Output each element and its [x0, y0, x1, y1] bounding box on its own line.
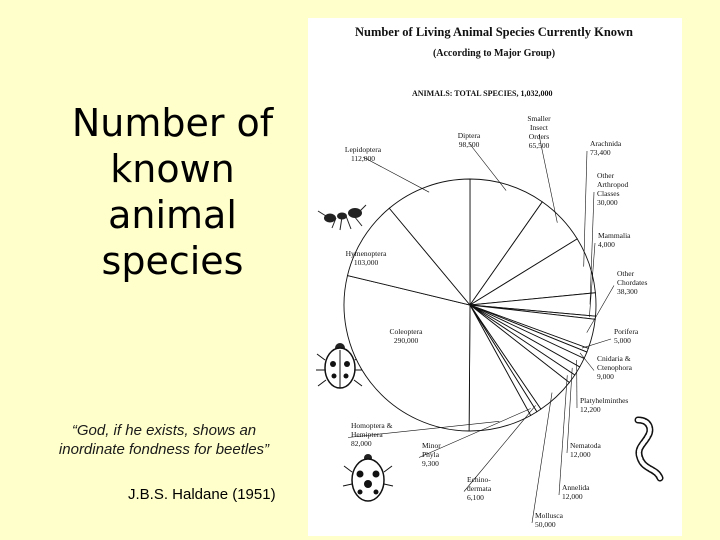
leader-line: [584, 151, 587, 267]
slice-label-line: Nematoda: [570, 441, 601, 450]
slide-title: [40, 100, 305, 284]
slice-label: [562, 483, 590, 501]
quote-line: inordinate fondness for beetles”: [58, 441, 270, 458]
slice-label-line: 5,000: [614, 336, 631, 345]
quote-line: “God, if he exists, shows an: [71, 422, 257, 439]
slice-label-line: Platyhelminthes: [580, 396, 629, 405]
haldane-quote: [14, 421, 314, 459]
slice-label-line: Other: [597, 171, 615, 180]
slice-label-line: 38,300: [617, 287, 638, 296]
slice-label-line: 12,200: [580, 405, 601, 414]
slice-label-line: Hymenoptera: [345, 249, 387, 258]
slice-label: [458, 131, 481, 149]
slice-label-line: Insect: [530, 123, 548, 132]
slide-title-line: species: [101, 239, 244, 283]
worm-illustration: [638, 420, 660, 478]
slice-label-line: Porifera: [614, 327, 639, 336]
slice-label-line: 73,400: [590, 148, 611, 157]
slice-label: [527, 114, 551, 150]
slice-label-line: 82,000: [351, 439, 372, 448]
slice-label: [617, 269, 647, 296]
slice-label: [570, 441, 601, 459]
slice-label-line: Coleoptera: [389, 327, 423, 336]
slide-title-line: known: [110, 147, 235, 191]
slice-label-line: Classes: [597, 189, 620, 198]
slice-label-line: Ctenophora: [597, 363, 632, 372]
slice-label-line: Chordates: [617, 278, 648, 287]
slice-label-line: 290,000: [393, 336, 419, 345]
chart-title: Number of Living Animal Species Currently Known: [354, 25, 634, 39]
slice-label-line: Lepidoptera: [344, 145, 382, 154]
slice-label: [614, 327, 639, 345]
slice-label-line: 12,000: [570, 450, 591, 459]
slide-title-line: Number of: [71, 101, 274, 145]
slice-label-line: Homoptera &: [351, 421, 393, 430]
slice-label: [580, 396, 628, 414]
slice-label-line: Hemiptera: [351, 430, 383, 439]
slice-label-line: 50,000: [535, 520, 556, 529]
slice-label-line: 12,000: [562, 492, 583, 501]
slice-label-line: Smaller: [527, 114, 551, 123]
slice-label-line: Annelida: [562, 483, 590, 492]
slice-label-line: 6,100: [467, 493, 484, 502]
slice-label: [590, 139, 622, 157]
slice-label: [597, 171, 628, 207]
slice-label-line: 4,000: [598, 240, 615, 249]
chart-subtitle: (According to Major Group): [432, 48, 556, 59]
slice-label: [390, 327, 424, 345]
slice-label-line: Diptera: [457, 131, 481, 140]
slice-label-line: 9,000: [597, 372, 614, 381]
slice-label-line: 65,500: [528, 141, 550, 150]
pie-slices: [344, 179, 596, 431]
slice-label: [422, 441, 441, 468]
slice-label-line: 103,000: [353, 258, 379, 267]
slice-label: [345, 145, 382, 163]
slice-label-line: 9,300: [422, 459, 439, 468]
slice-label-line: Phyla: [422, 450, 440, 459]
slice-label: [597, 354, 633, 381]
slice-label-line: Mammalia: [598, 231, 631, 240]
slice-label: [351, 421, 393, 448]
slice-label-line: Echino-: [467, 475, 491, 484]
slice-label: [467, 475, 492, 502]
slice-label: [535, 511, 564, 529]
pie-chart: [308, 18, 682, 536]
slice-label-line: Orders: [528, 132, 550, 141]
slice-label-line: Arachnida: [590, 139, 622, 148]
slice-label-line: Arthropod: [597, 180, 629, 189]
quote-attribution: J.B.S. Haldane (1951): [128, 486, 276, 503]
slice-label-line: 112,000: [350, 154, 376, 163]
slice-label: [598, 231, 631, 249]
bug-illustration: [343, 454, 393, 501]
ant-illustration: [318, 205, 366, 230]
slice-label-line: 30,000: [597, 198, 618, 207]
slice-label-line: dermata: [467, 484, 492, 493]
slice-label-line: Other: [617, 269, 635, 278]
chart-total-label: ANIMALS: TOTAL SPECIES, 1,032,000: [412, 89, 553, 98]
slice-label-line: 98,500: [458, 140, 480, 149]
slice-label-line: Mollusca: [535, 511, 563, 520]
slice-label-line: Minor: [422, 441, 441, 450]
slide-title-line: animal: [108, 193, 237, 237]
slice-label-line: Cnidaria &: [597, 354, 631, 363]
chart-panel: [308, 18, 682, 536]
